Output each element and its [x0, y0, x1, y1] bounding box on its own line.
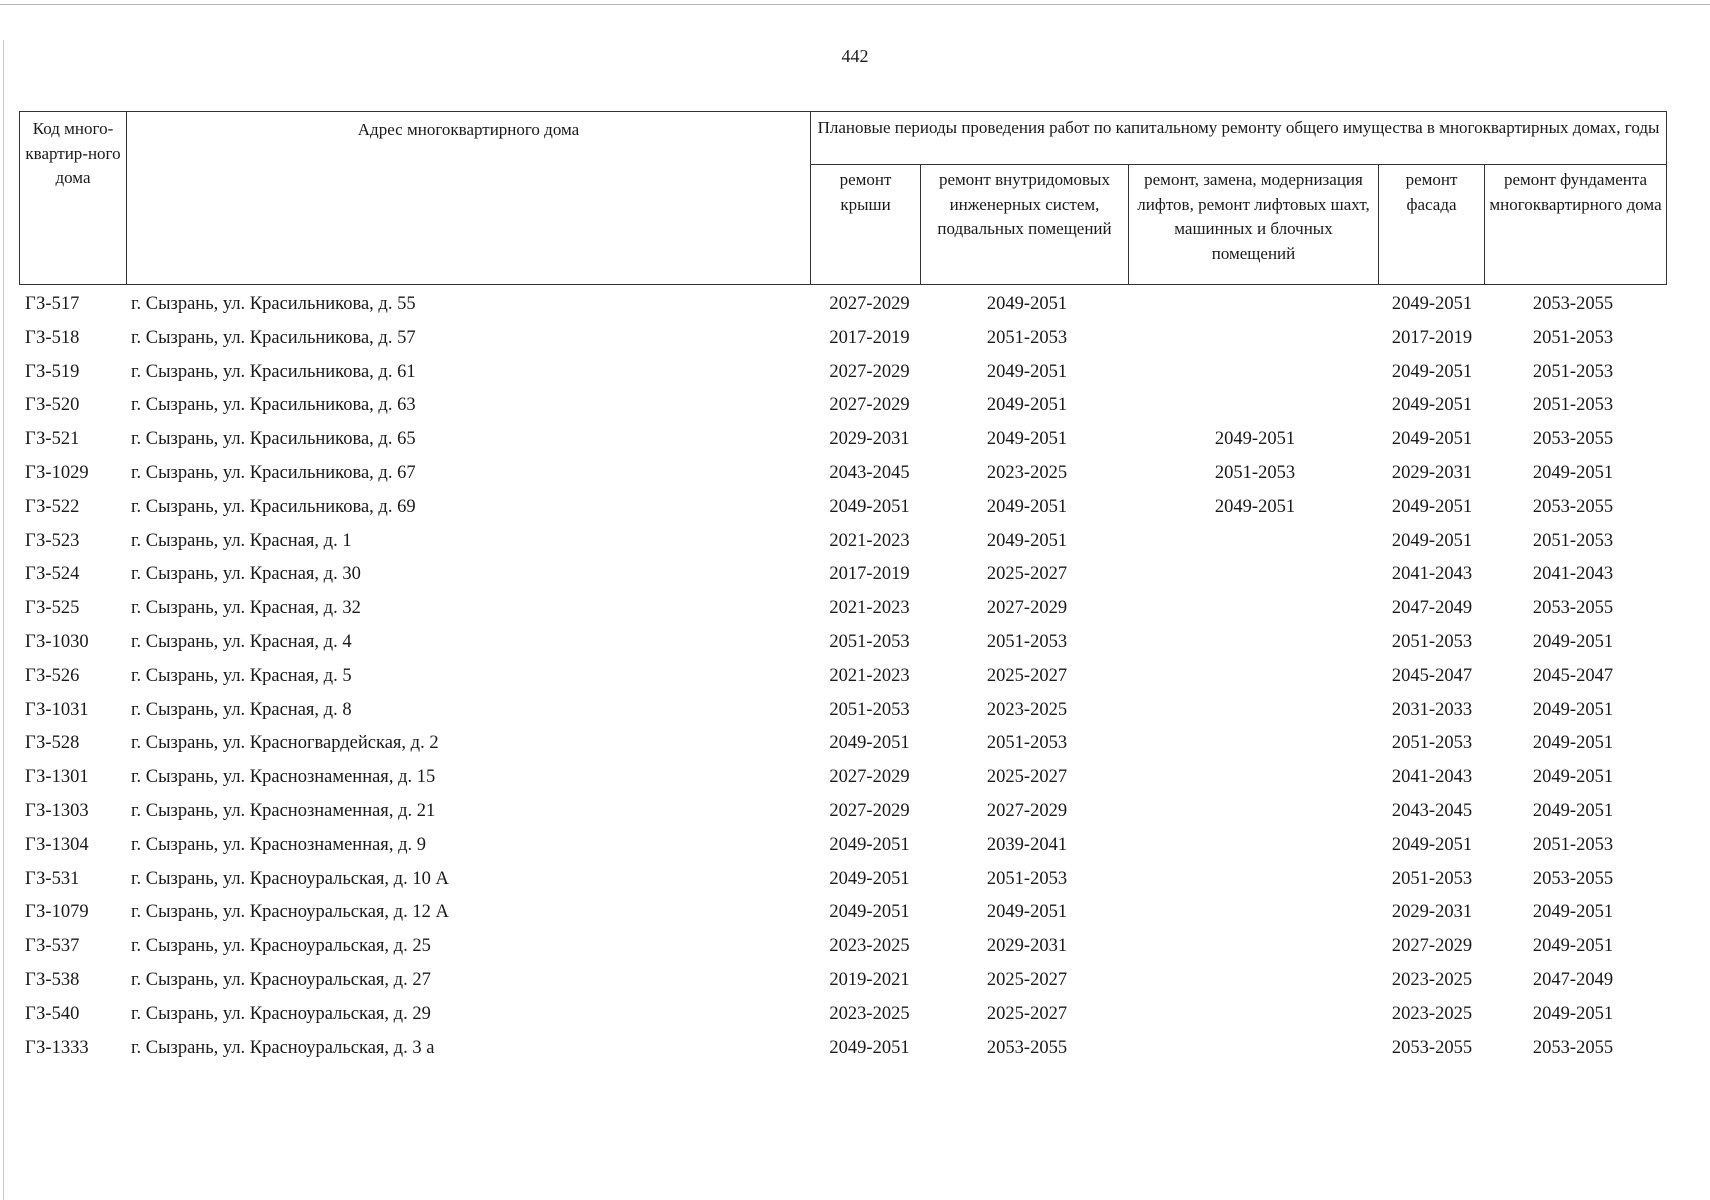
- column-header-foundation: ремонт фундамента многоквартирного дома: [1485, 165, 1667, 285]
- cell-code: ГЗ-522: [25, 496, 80, 517]
- cell-code: ГЗ-1029: [25, 462, 89, 483]
- cell-roof: 2021-2023: [829, 665, 910, 686]
- cell-address: г. Сызрань, ул. Красная, д. 5: [131, 665, 352, 686]
- cell-address: г. Сызрань, ул. Красная, д. 8: [131, 699, 352, 720]
- cell-code: ГЗ-1301: [25, 767, 89, 788]
- table-row: [0, 294, 1710, 328]
- cell-facade: 2043-2045: [1391, 800, 1473, 821]
- cell-facade: 2041-2043: [1391, 564, 1473, 585]
- cell-code: ГЗ-521: [25, 429, 80, 450]
- cell-roof: 2017-2019: [829, 564, 910, 585]
- cell-address: г. Сызрань, ул. Красная, д. 4: [131, 631, 352, 652]
- cell-systems: 2025-2027: [986, 1003, 1068, 1024]
- cell-code: ГЗ-520: [25, 395, 80, 416]
- cell-facade: 2049-2051: [1391, 294, 1473, 314]
- cell-facade: 2049-2051: [1391, 395, 1473, 416]
- cell-address: г. Сызрань, ул. Красная, д. 30: [131, 564, 361, 585]
- cell-address: г. Сызрань, ул. Красильникова, д. 61: [131, 361, 416, 382]
- cell-address: г. Сызрань, ул. Красноуральская, д. 12 А: [131, 902, 449, 923]
- cell-lifts: 2049-2051: [1214, 429, 1296, 450]
- cell-foundation: 2049-2051: [1532, 733, 1614, 754]
- cell-foundation: 2047-2049: [1532, 969, 1614, 990]
- cell-code: ГЗ-518: [25, 327, 80, 348]
- cell-foundation: 2049-2051: [1532, 462, 1614, 483]
- cell-code: ГЗ-1333: [25, 1037, 89, 1058]
- cell-foundation: 2053-2055: [1532, 598, 1614, 619]
- cell-code: ГЗ-526: [25, 665, 80, 686]
- cell-lifts: 2049-2051: [1214, 496, 1296, 517]
- cell-facade: 2049-2051: [1391, 496, 1473, 517]
- cell-address: г. Сызрань, ул. Красноуральская, д. 29: [131, 1003, 431, 1024]
- cell-facade: 2029-2031: [1391, 902, 1473, 923]
- cell-foundation: 2049-2051: [1532, 902, 1614, 923]
- cell-roof: 2049-2051: [829, 902, 910, 923]
- cell-systems: 2027-2029: [986, 598, 1068, 619]
- cell-systems: 2039-2041: [986, 834, 1068, 855]
- cell-facade: 2029-2031: [1391, 462, 1473, 483]
- table-row: [0, 936, 1710, 970]
- cell-systems: 2049-2051: [986, 429, 1068, 450]
- cell-facade: 2047-2049: [1391, 598, 1473, 619]
- cell-roof: 2049-2051: [829, 496, 910, 517]
- cell-systems: 2025-2027: [986, 767, 1068, 788]
- cell-code: ГЗ-523: [25, 530, 80, 551]
- cell-code: ГЗ-538: [25, 969, 80, 990]
- cell-systems: 2051-2053: [986, 733, 1068, 754]
- cell-facade: 2041-2043: [1391, 767, 1473, 788]
- page-top-edge: [0, 4, 1710, 5]
- column-header-address: Адрес многоквартирного дома: [127, 112, 811, 285]
- cell-roof: 2019-2021: [829, 969, 910, 990]
- cell-systems: 2025-2027: [986, 969, 1068, 990]
- column-header-lifts: ремонт, замена, модернизация лифтов, ремонт лифтовых шахт, машинных и блочных помещений: [1129, 165, 1379, 285]
- cell-systems: 2023-2025: [986, 699, 1068, 720]
- cell-foundation: 2049-2051: [1532, 800, 1614, 821]
- cell-roof: 2027-2029: [829, 395, 910, 416]
- cell-foundation: 2049-2051: [1532, 1003, 1614, 1024]
- cell-systems: 2049-2051: [986, 395, 1068, 416]
- table-header: [19, 111, 1667, 285]
- cell-address: г. Сызрань, ул. Красильникова, д. 63: [131, 395, 416, 416]
- cell-roof: 2021-2023: [829, 530, 910, 551]
- table-row: [0, 395, 1710, 429]
- table-row: [0, 767, 1710, 801]
- table-row: [0, 564, 1710, 598]
- cell-systems: 2049-2051: [986, 530, 1068, 551]
- cell-address: г. Сызрань, ул. Красноуральская, д. 10 А: [131, 868, 449, 889]
- table-row: [0, 835, 1710, 869]
- cell-foundation: 2041-2043: [1532, 564, 1614, 585]
- table-row: [0, 869, 1710, 903]
- cell-systems: 2049-2051: [986, 294, 1068, 314]
- cell-address: г. Сызрань, ул. Красная, д. 32: [131, 598, 361, 619]
- cell-facade: 2051-2053: [1391, 868, 1473, 889]
- cell-roof: 2049-2051: [829, 868, 910, 889]
- table-row: [0, 531, 1710, 565]
- cell-address: г. Сызрань, ул. Красноуральская, д. 3 а: [131, 1037, 435, 1058]
- cell-roof: 2051-2053: [829, 699, 910, 720]
- cell-foundation: 2049-2051: [1532, 699, 1614, 720]
- cell-roof: 2017-2019: [829, 327, 910, 348]
- table-row: [0, 902, 1710, 936]
- cell-address: г. Сызрань, ул. Краснознаменная, д. 9: [131, 834, 426, 855]
- table-row: [0, 733, 1710, 767]
- cell-facade: 2023-2025: [1391, 969, 1473, 990]
- cell-facade: 2053-2055: [1391, 1037, 1473, 1058]
- table-row: [0, 328, 1710, 362]
- cell-code: ГЗ-528: [25, 733, 80, 754]
- table-row: [0, 700, 1710, 734]
- cell-code: ГЗ-1030: [25, 631, 89, 652]
- column-header-systems: ремонт внутридомовых инженерных систем, подвальных помещений: [921, 165, 1129, 285]
- cell-address: г. Сызрань, ул. Красильникова, д. 69: [131, 496, 416, 517]
- cell-code: ГЗ-1304: [25, 834, 89, 855]
- cell-systems: 2025-2027: [986, 564, 1068, 585]
- cell-roof: 2023-2025: [829, 936, 910, 957]
- page-number: 442: [841, 46, 869, 66]
- cell-foundation: 2049-2051: [1532, 767, 1614, 788]
- table-row: [0, 463, 1710, 497]
- cell-facade: 2049-2051: [1391, 429, 1473, 450]
- cell-address: г. Сызрань, ул. Краснознаменная, д. 21: [131, 800, 436, 821]
- cell-foundation: 2051-2053: [1532, 395, 1614, 416]
- cell-roof: 2043-2045: [829, 462, 910, 483]
- cell-code: ГЗ-1079: [25, 902, 89, 923]
- cell-facade: 2049-2051: [1391, 834, 1473, 855]
- cell-address: г. Сызрань, ул. Краснознаменная, д. 15: [131, 767, 436, 788]
- cell-roof: 2049-2051: [829, 733, 910, 754]
- table-row: [0, 666, 1710, 700]
- cell-facade: 2049-2051: [1391, 530, 1473, 551]
- cell-address: г. Сызрань, ул. Красильникова, д. 57: [131, 327, 416, 348]
- cell-code: ГЗ-525: [25, 598, 80, 619]
- cell-systems: 2027-2029: [986, 800, 1068, 821]
- cell-code: ГЗ-537: [25, 936, 80, 957]
- cell-roof: 2027-2029: [829, 767, 910, 788]
- cell-roof: 2051-2053: [829, 631, 910, 652]
- cell-lifts: 2051-2053: [1214, 462, 1296, 483]
- cell-roof: 2049-2051: [829, 834, 910, 855]
- cell-address: г. Сызрань, ул. Красная, д. 1: [131, 530, 352, 551]
- cell-foundation: 2051-2053: [1532, 361, 1614, 382]
- cell-systems: 2053-2055: [986, 1037, 1068, 1058]
- cell-foundation: 2051-2053: [1532, 530, 1614, 551]
- cell-facade: 2023-2025: [1391, 1003, 1473, 1024]
- cell-systems: 2051-2053: [986, 327, 1068, 348]
- table-row: [0, 1004, 1710, 1038]
- cell-foundation: 2053-2055: [1532, 496, 1614, 517]
- cell-roof: 2023-2025: [829, 1003, 910, 1024]
- cell-facade: 2051-2053: [1391, 631, 1473, 652]
- table-row: [0, 497, 1710, 531]
- cell-roof: 2021-2023: [829, 598, 910, 619]
- cell-address: г. Сызрань, ул. Красильникова, д. 55: [131, 294, 416, 314]
- cell-systems: 2023-2025: [986, 462, 1068, 483]
- cell-roof: 2049-2051: [829, 1037, 910, 1058]
- cell-systems: 2049-2051: [986, 496, 1068, 517]
- cell-address: г. Сызрань, ул. Красильникова, д. 65: [131, 429, 416, 450]
- cell-roof: 2027-2029: [829, 800, 910, 821]
- table-body: [0, 294, 1710, 1071]
- cell-address: г. Сызрань, ул. Красногвардейская, д. 2: [131, 733, 439, 754]
- cell-foundation: 2051-2053: [1532, 834, 1614, 855]
- cell-address: г. Сызрань, ул. Красильникова, д. 67: [131, 462, 416, 483]
- cell-systems: 2051-2053: [986, 631, 1068, 652]
- column-header-facade: ремонт фасада: [1379, 165, 1485, 285]
- column-header-roof: ремонт крыши: [811, 165, 921, 285]
- table-row: [0, 1038, 1710, 1072]
- cell-code: ГЗ-531: [25, 868, 80, 889]
- table-row: [0, 429, 1710, 463]
- table-row: [0, 632, 1710, 666]
- cell-systems: 2049-2051: [986, 361, 1068, 382]
- cell-facade: 2051-2053: [1391, 733, 1473, 754]
- cell-facade: 2049-2051: [1391, 361, 1473, 382]
- cell-address: г. Сызрань, ул. Красноуральская, д. 25: [131, 936, 431, 957]
- cell-roof: 2027-2029: [829, 294, 910, 314]
- cell-facade: 2031-2033: [1391, 699, 1473, 720]
- cell-roof: 2029-2031: [829, 429, 910, 450]
- table-row: [0, 970, 1710, 1004]
- cell-systems: 2029-2031: [986, 936, 1068, 957]
- column-header-code: Код много-квартир-ного дома: [20, 112, 127, 285]
- cell-code: ГЗ-540: [25, 1003, 80, 1024]
- cell-foundation: 2053-2055: [1532, 868, 1614, 889]
- cell-code: ГЗ-517: [25, 294, 80, 314]
- cell-foundation: 2049-2051: [1532, 936, 1614, 957]
- cell-code: ГЗ-1031: [25, 699, 89, 720]
- cell-facade: 2027-2029: [1391, 936, 1473, 957]
- table-row: [0, 801, 1710, 835]
- cell-foundation: 2053-2055: [1532, 294, 1614, 314]
- table-row: [0, 362, 1710, 396]
- cell-foundation: 2049-2051: [1532, 631, 1614, 652]
- cell-foundation: 2053-2055: [1532, 429, 1614, 450]
- column-group-header-periods: Плановые периоды проведения работ по капитальному ремонту общего имущества в многоквартирных домах, годы: [811, 112, 1667, 165]
- cell-foundation: 2045-2047: [1532, 665, 1614, 686]
- cell-systems: 2049-2051: [986, 902, 1068, 923]
- cell-systems: 2051-2053: [986, 868, 1068, 889]
- cell-foundation: 2053-2055: [1532, 1037, 1614, 1058]
- cell-foundation: 2051-2053: [1532, 327, 1614, 348]
- table-row: [0, 598, 1710, 632]
- cell-code: ГЗ-1303: [25, 800, 89, 821]
- cell-code: ГЗ-524: [25, 564, 80, 585]
- cell-code: ГЗ-519: [25, 361, 80, 382]
- cell-facade: 2017-2019: [1391, 327, 1473, 348]
- cell-facade: 2045-2047: [1391, 665, 1473, 686]
- cell-address: г. Сызрань, ул. Красноуральская, д. 27: [131, 969, 431, 990]
- cell-roof: 2027-2029: [829, 361, 910, 382]
- cell-systems: 2025-2027: [986, 665, 1068, 686]
